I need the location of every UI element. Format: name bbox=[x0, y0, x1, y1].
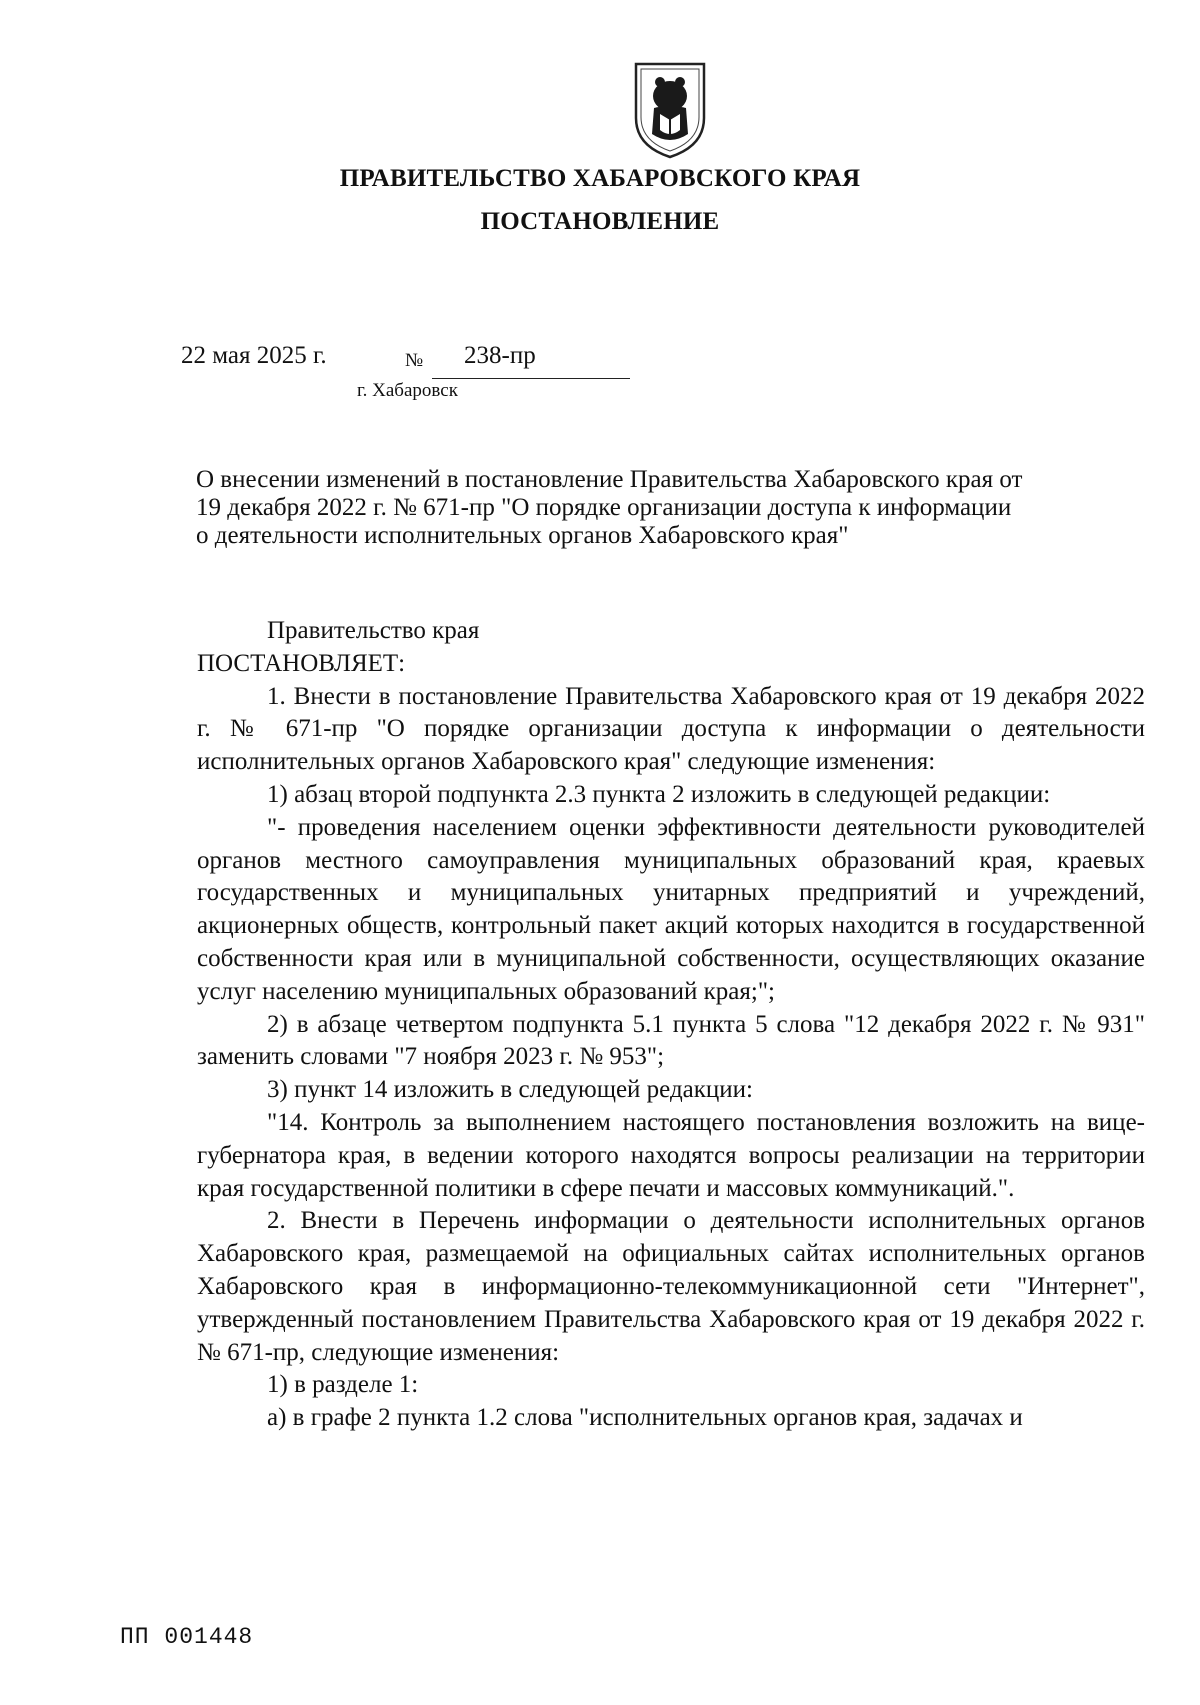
subject-line: 19 декабря 2022 г. № 671-пр "О порядке организации доступа к информации bbox=[196, 494, 1012, 521]
coat-of-arms-icon bbox=[630, 60, 710, 160]
body-paragraph: а) в графе 2 пункта 1.2 слова "исполнительных органов края, задачах и bbox=[267, 1404, 1023, 1432]
document-body bbox=[197, 615, 1145, 1435]
government-title: ПРАВИТЕЛЬСТВО ХАБАРОВСКОГО КРАЯ bbox=[339, 165, 861, 192]
body-paragraph: Правительство края bbox=[267, 617, 480, 644]
document-subject bbox=[196, 466, 1144, 550]
document-type-title: ПОСТАНОВЛЕНИЕ bbox=[480, 208, 720, 235]
body-paragraph: 1) абзац второй подпункта 2.3 пункта 2 изложить в следующей редакции: bbox=[267, 780, 1051, 808]
body-paragraph: 1. Внести в постановление Правительства Хабаровского края от 19 декабря 2022 г. № 671-пр "О порядке организации доступа к информации о деятельности исполнительных органов Хабаровского края" следующие изменения: bbox=[197, 682, 1145, 776]
body-paragraph: "14. Контроль за выполнением настоящего постановления возложить на вице-губернатора края, в ведении которого находятся вопросы реализации на территории края государственной политики в сфере печати и массовых коммуникаций.". bbox=[197, 1108, 1145, 1202]
body-paragraph: "- проведения населением оценки эффективности деятельности руководителей органов местного самоуправления муниципальных образований края, краевых государственных и муниципальных унитарных предприятий и учреждений, акционерных обществ, контрольный пакет акций которых находится в государственной собственности края или в муниципальной собственности, осуществляющих оказание услуг населению муниципальных образований края;"; bbox=[197, 813, 1145, 1005]
document-city: г. Хабаровск bbox=[357, 380, 458, 401]
number-underline bbox=[432, 378, 630, 379]
subject-line: о деятельности исполнительных органов Хабаровского края" bbox=[196, 522, 849, 549]
subject-line: О внесении изменений в постановление Правительства Хабаровского края от bbox=[196, 466, 1023, 493]
body-paragraph: 1) в разделе 1: bbox=[267, 1371, 419, 1399]
body-paragraph: 2. Внести в Перечень информации о деятельности исполнительных органов Хабаровского края, размещаемой на официальных сайтах исполнительных органов Хабаровского края в информационно-телекоммуникационной сети "Интернет", утвержденный постановлением Правительства Хабаровского края от 19 декабря 2022 г. № 671-пр, следующие изменения: bbox=[197, 1207, 1145, 1366]
number-sign: № bbox=[405, 350, 424, 371]
document-number: 238-пр bbox=[464, 342, 536, 369]
body-paragraph: 3) пункт 14 изложить в следующей редакции: bbox=[267, 1076, 753, 1104]
body-paragraph: 2) в абзаце четвертом подпункта 5.1 пункта 5 слова "12 декабря 2022 г. № 931" заменить словами "7 ноября 2023 г. № 953"; bbox=[197, 1010, 1145, 1071]
footer-code: ПП 001448 bbox=[120, 1624, 254, 1650]
body-paragraph: ПОСТАНОВЛЯЕТ: bbox=[197, 649, 406, 677]
document-date: 22 мая 2025 г. bbox=[181, 342, 327, 369]
